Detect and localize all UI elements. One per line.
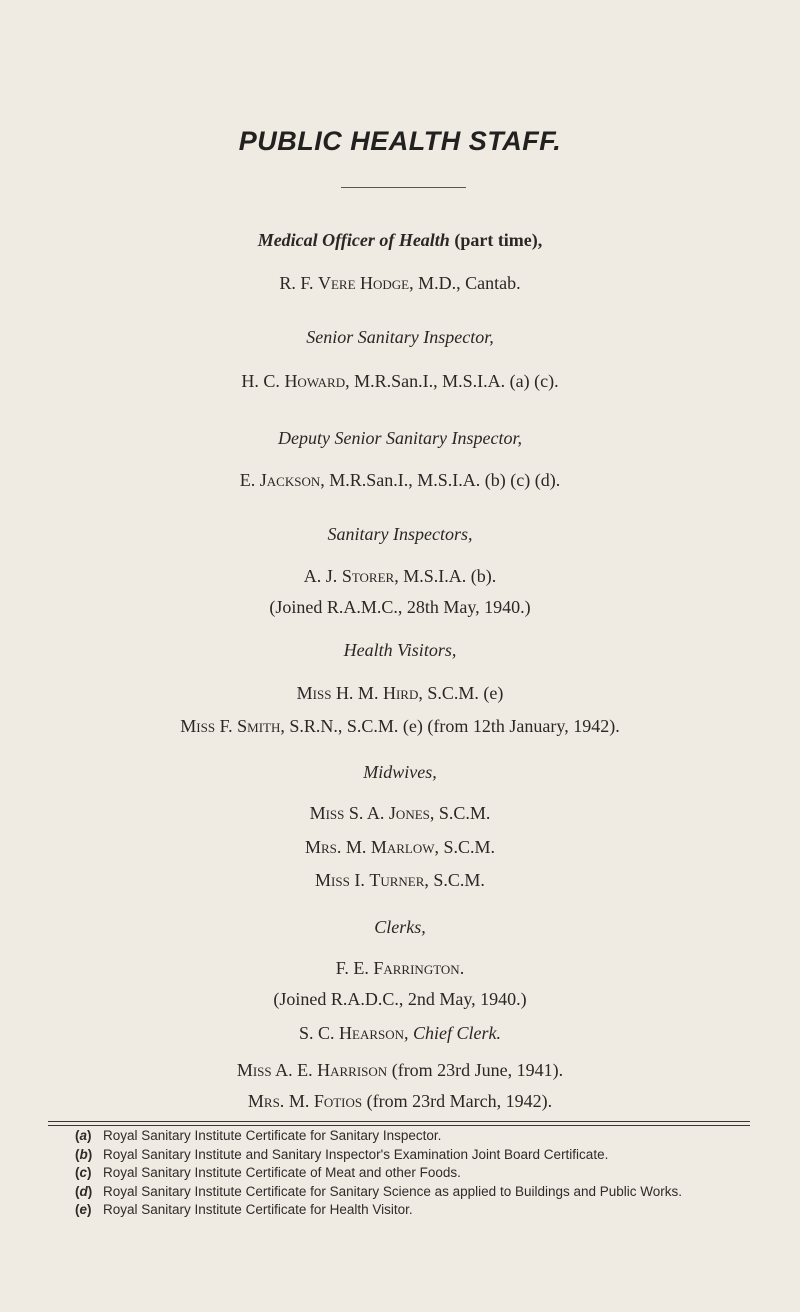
sanitary-inspectors-heading: Sanitary Inspectors,	[327, 524, 473, 544]
health-visitor-item: Miss H. M. Hird, S.C.M. (e)	[296, 683, 504, 703]
clerk-farrington-note: (Joined R.A.D.C., 2nd May, 1940.)	[273, 989, 527, 1009]
senior-sanitary-heading: Senior Sanitary Inspector,	[306, 327, 494, 347]
health-visitor-item: Miss F. Smith, S.R.N., S.C.M. (e) (from 12th January, 1942).	[180, 716, 620, 736]
footnote-item: (c) Royal Sanitary Institute Certificate of Meat and other Foods.	[75, 1165, 461, 1180]
page-title: PUBLIC HEALTH STAFF.	[238, 126, 562, 156]
midwife-item: Mrs. M. Marlow, S.C.M.	[304, 837, 496, 857]
medical-officer-name: R. F. Vere Hodge, M.D., Cantab.	[279, 273, 521, 293]
senior-sanitary-name: H. C. Howard, M.R.San.I., M.S.I.A. (a) (c).	[241, 371, 559, 391]
clerk-farrington: F. E. Farrington.	[335, 958, 465, 978]
footnote-divider-bottom	[48, 1125, 750, 1126]
footnote-item: (b) Royal Sanitary Institute and Sanitary Inspector's Examination Joint Board Certificate.	[75, 1146, 609, 1162]
clerk-fotios: Mrs. M. Fotios (from 23rd March, 1942).	[247, 1091, 553, 1111]
footnote-item: (a) Royal Sanitary Institute Certificate for Sanitary Inspector.	[75, 1128, 442, 1143]
midwife-item: Miss I. Turner, S.C.M.	[315, 870, 485, 890]
medical-officer-heading: Medical Officer of Health (part time),	[257, 230, 543, 250]
midwife-item: Miss S. A. Jones, S.C.M.	[309, 803, 491, 823]
clerk-harrison: Miss A. E. Harrison (from 23rd June, 1941).	[236, 1060, 564, 1080]
clerks-heading: Clerks,	[374, 917, 426, 937]
deputy-senior-heading: Deputy Senior Sanitary Inspector,	[278, 428, 522, 448]
footnote-item: (e) Royal Sanitary Institute Certificate for Health Visitor.	[75, 1202, 413, 1217]
footnote-item: (d) Royal Sanitary Institute Certificate for Sanitary Science as applied to Buildings and Public Works.	[75, 1183, 683, 1199]
midwives-heading: Midwives,	[363, 762, 437, 782]
sanitary-inspector-note: (Joined R.A.M.C., 28th May, 1940.)	[269, 597, 531, 617]
deputy-senior-name: E. Jackson, M.R.San.I., M.S.I.A. (b) (c) (d).	[239, 470, 561, 490]
footnotes	[75, 1127, 775, 1220]
footnote-divider-top	[48, 1121, 750, 1122]
clerk-hearson: S. C. Hearson, Chief Clerk.	[298, 1023, 502, 1043]
title-divider	[341, 187, 466, 188]
sanitary-inspector-name: A. J. Storer, M.S.I.A. (b).	[303, 566, 497, 586]
health-visitors-heading: Health Visitors,	[343, 640, 457, 660]
